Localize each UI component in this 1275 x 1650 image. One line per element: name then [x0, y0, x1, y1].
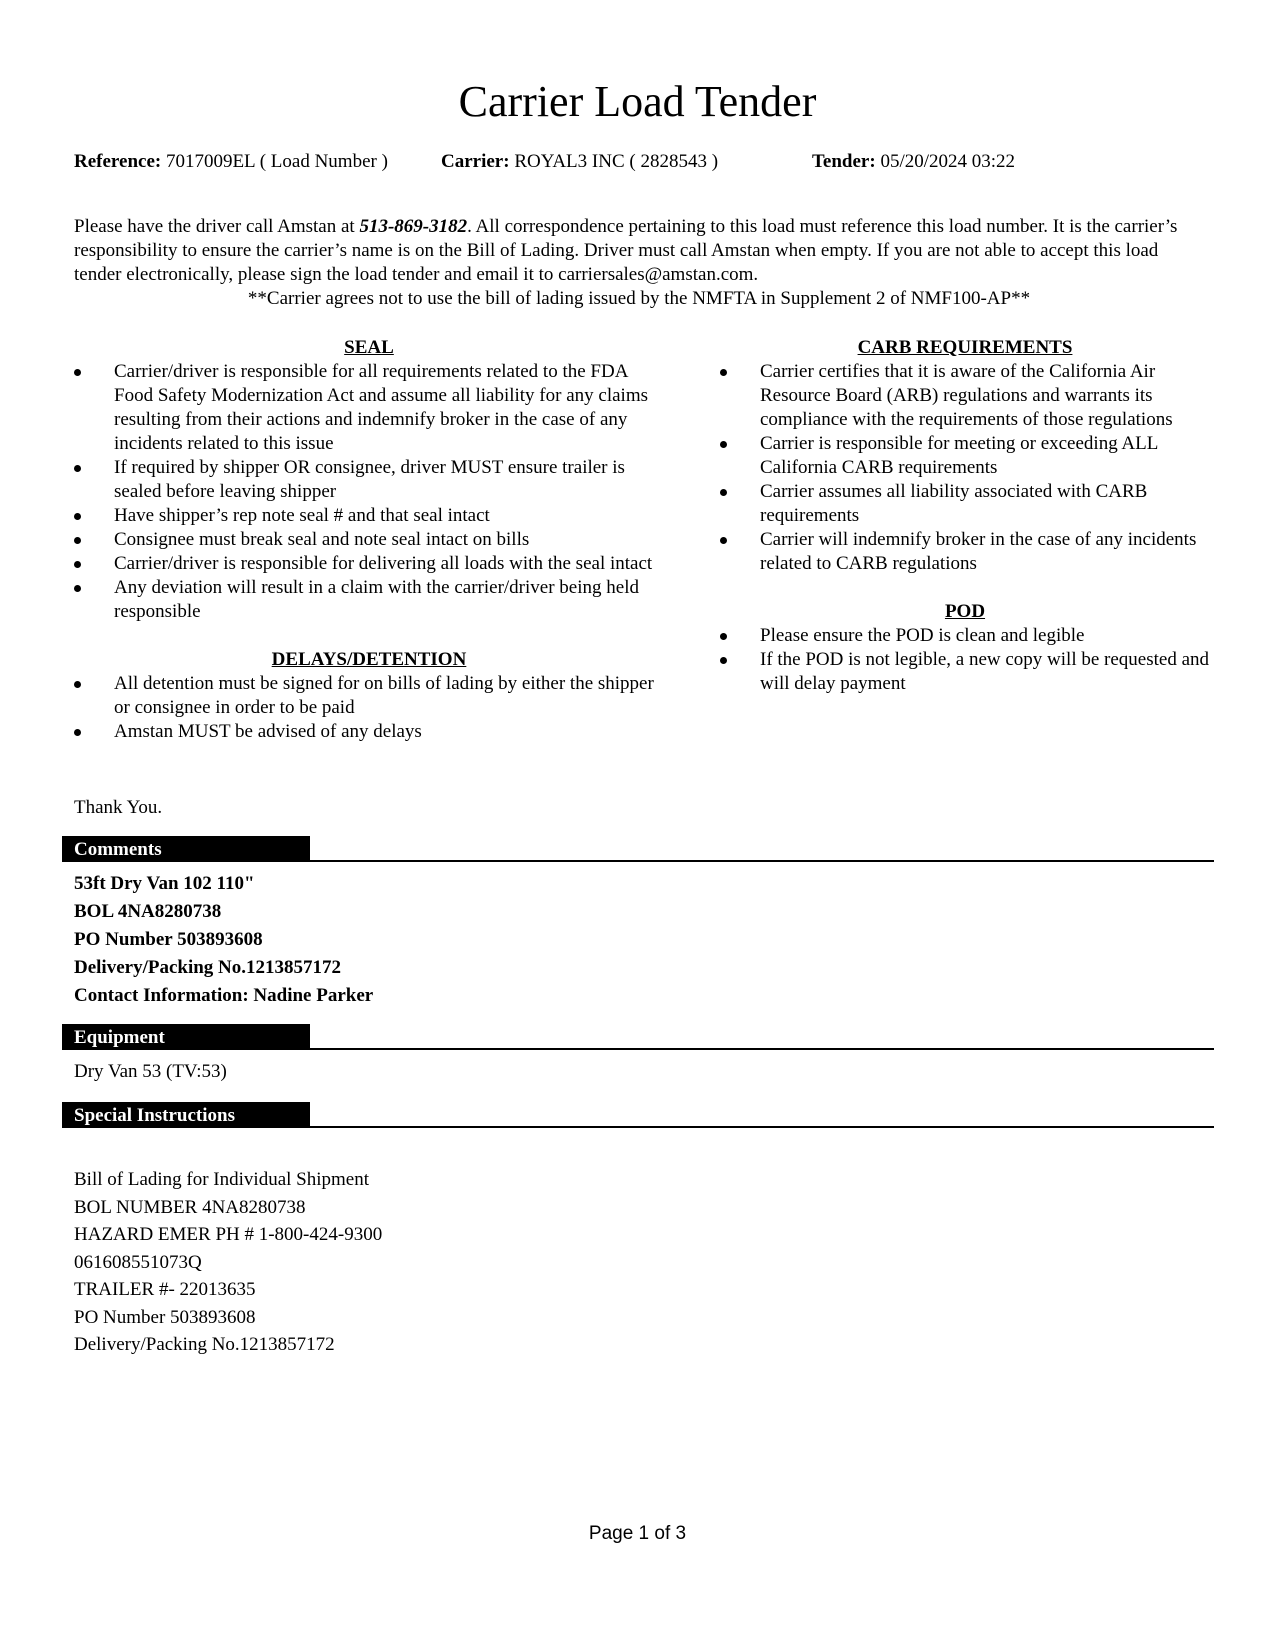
bullet-icon	[74, 513, 81, 520]
intro-text-start: Please have the driver call Amstan at	[74, 216, 360, 237]
carrier-label: Carrier:	[441, 151, 510, 172]
list-item: Carrier/driver is responsible for delivering all loads with the seal intact	[74, 552, 664, 576]
special-instructions-section-header	[62, 1102, 1214, 1128]
list-item: Carrier/driver is responsible for all requirements related to the FDA Food Safety Modernization Act and assume all liability for any claims resulting from their actions and indemnify broker in the case of any incidents related to this issue	[74, 360, 664, 456]
special-instructions-label: Special Instructions	[62, 1102, 310, 1128]
comment-line: Contact Information: Nadine Parker	[74, 985, 374, 1006]
right-column	[720, 336, 1210, 696]
seal-heading: SEAL	[344, 337, 394, 358]
comments-label: Comments	[62, 836, 310, 862]
amstan-phone: 513-869-3182	[359, 216, 468, 237]
list-item: Carrier is responsible for meeting or exceeding ALL California CARB requirements	[720, 432, 1210, 480]
bullet-icon	[720, 633, 727, 640]
intro-paragraph	[74, 215, 1204, 311]
page-title: Carrier Load Tender	[458, 77, 817, 126]
instruction-line: 061608551073Q	[74, 1251, 202, 1273]
reference-value: 7017009EL ( Load Number )	[165, 151, 388, 172]
comments-body	[74, 870, 373, 1010]
list-item: Consignee must break seal and note seal intact on bills	[74, 528, 664, 552]
list-item: All detention must be signed for on bills of lading by either the shipper or consignee in order to be paid	[74, 672, 664, 720]
tender-value: 05/20/2024 03:22	[880, 151, 1016, 172]
bullet-icon	[720, 441, 727, 448]
delays-heading: DELAYS/DETENTION	[271, 649, 467, 670]
bullet-icon	[720, 537, 727, 544]
bullet-icon	[74, 369, 81, 376]
comment-line: 53ft Dry Van 102 110"	[74, 873, 255, 894]
bullet-icon	[74, 681, 81, 688]
bullet-icon	[74, 537, 81, 544]
tender-label: Tender:	[812, 151, 876, 172]
comment-line: Delivery/Packing No.1213857172	[74, 957, 342, 978]
equipment-label: Equipment	[62, 1024, 310, 1050]
special-instructions-body	[74, 1166, 382, 1359]
reference-info	[74, 150, 388, 174]
bullet-icon	[74, 465, 81, 472]
comments-section-header	[62, 836, 1214, 862]
list-item: Amstan MUST be advised of any delays	[74, 720, 664, 744]
delays-list	[74, 672, 664, 744]
bullet-icon	[720, 489, 727, 496]
intro-text-rest: . All correspondence pertaining to this load must reference this load number. It is the carrier’s responsibility to ensure the carrier’s name is on the Bill of Lading. Driver must call Amstan when empty. If you are not able to accept this load tender electronically, please sign the load tender and email it to carriersales@amstan.com.	[74, 216, 1178, 285]
bullet-icon	[74, 561, 81, 568]
carb-list	[720, 360, 1210, 576]
list-item: Any deviation will result in a claim with the carrier/driver being held responsible	[74, 576, 664, 624]
pod-list	[720, 624, 1210, 696]
bullet-icon	[74, 585, 81, 592]
list-item: If the POD is not legible, a new copy will be requested and will delay payment	[720, 648, 1210, 696]
comment-line: PO Number 503893608	[74, 929, 263, 950]
carrier-value: ROYAL3 INC ( 2828543 )	[514, 151, 719, 172]
list-item: Have shipper’s rep note seal # and that seal intact	[74, 504, 664, 528]
list-item: Carrier will indemnify broker in the case of any incidents related to CARB regulations	[720, 528, 1210, 576]
list-item: Please ensure the POD is clean and legible	[720, 624, 1210, 648]
carrier-info	[441, 150, 718, 174]
instruction-line: TRAILER #- 22013635	[74, 1279, 256, 1300]
section-divider	[310, 1048, 1214, 1050]
bullet-icon	[720, 369, 727, 376]
instruction-line: BOL NUMBER 4NA8280738	[74, 1196, 306, 1218]
bullet-icon	[74, 729, 81, 736]
nmfta-notice: **Carrier agrees not to use the bill of lading issued by the NMFTA in Supplement 2 of NMF100-AP**	[247, 288, 1031, 309]
list-item: Carrier certifies that it is aware of the California Air Resource Board (ARB) regulations and warrants its compliance with the requirements of those regulations	[720, 360, 1210, 432]
equipment-section-header	[62, 1024, 1214, 1050]
pod-heading: POD	[944, 601, 986, 622]
equipment-value: Dry Van 53 (TV:53)	[74, 1061, 227, 1082]
left-column	[74, 336, 664, 744]
instruction-line: Bill of Lading for Individual Shipment	[74, 1169, 369, 1190]
seal-list	[74, 360, 664, 624]
section-divider	[310, 1126, 1214, 1128]
list-item: If required by shipper OR consignee, driver MUST ensure trailer is sealed before leaving shipper	[74, 456, 664, 504]
reference-label: Reference:	[74, 151, 162, 172]
section-divider	[310, 860, 1214, 862]
instruction-line: Delivery/Packing No.1213857172	[74, 1334, 335, 1355]
bullet-icon	[720, 657, 727, 664]
tender-info	[812, 150, 1015, 174]
list-item: Carrier assumes all liability associated with CARB requirements	[720, 480, 1210, 528]
instruction-line: HAZARD EMER PH # 1-800-424-9300	[74, 1224, 383, 1245]
page-number: Page 1 of 3	[588, 1523, 687, 1544]
comment-line: BOL 4NA8280738	[74, 901, 222, 922]
carb-heading: CARB REQUIREMENTS	[857, 337, 1073, 358]
thank-you-text: Thank You.	[74, 797, 163, 818]
instruction-line: PO Number 503893608	[74, 1306, 256, 1328]
